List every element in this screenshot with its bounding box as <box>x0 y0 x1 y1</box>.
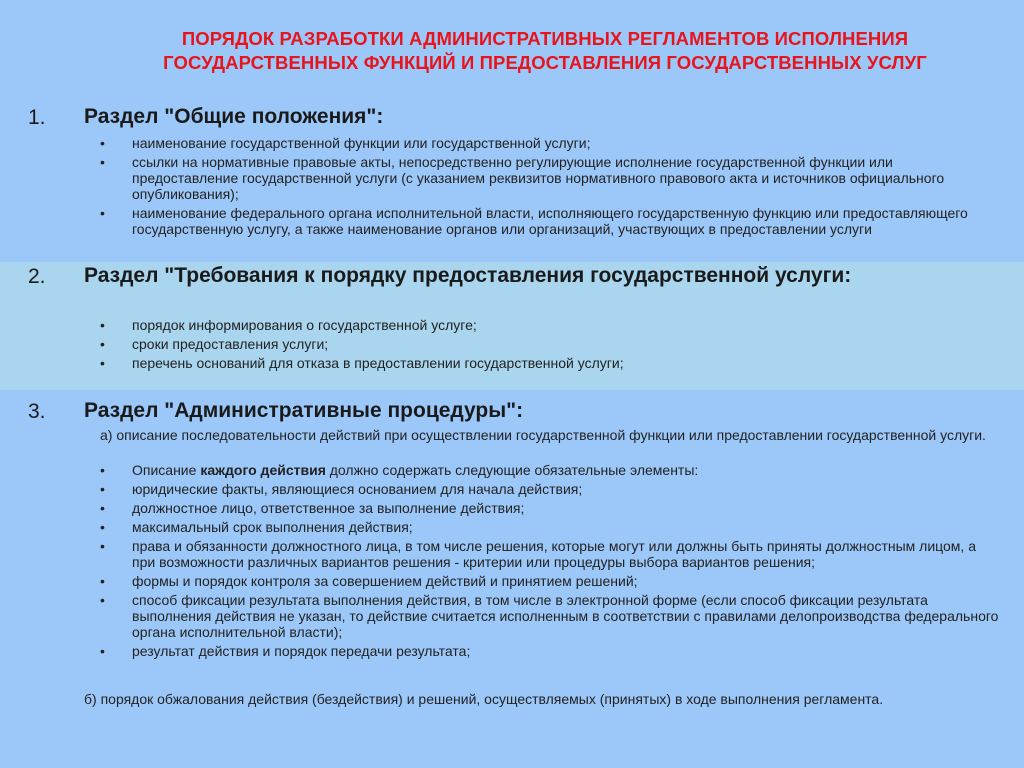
section-3-intro: а) описание последовательности действий при осуществлении государственной функции или предоставлении государственной услуги. <box>100 427 986 443</box>
bullet-icon: • <box>100 462 105 478</box>
section-3-closing: б) порядок обжалования действия (бездействия) и решений, осуществляемых (принятых) в ходе выполнения регламента. <box>84 691 884 707</box>
bullet-icon: • <box>100 154 105 170</box>
list-item: • наименование федерального органа исполнительной власти, исполняющего государственную функцию или предоставляющего государственную услугу, а также наименование органов или организаций, участвующих в предоставлении услуги <box>100 205 968 237</box>
list-item: • ссылки на нормативные правовые акты, непосредственно регулирующие исполнение государственной функции или предоставление государственной услуги (с указанием реквизитов нормативного правового акта и источников официального опубликования); <box>100 154 945 202</box>
section-2-list <box>100 317 1000 374</box>
emphasis-text: каждого действия <box>200 462 326 478</box>
list-item: • результат действия и порядок передачи результата; <box>100 643 471 659</box>
title-line-2: ГОСУДАРСТВЕННЫХ ФУНКЦИЙ И ПРЕДОСТАВЛЕНИЯ ГОСУДАРСТВЕННЫХ УСЛУГ <box>163 52 927 73</box>
section-3-list <box>100 462 1000 662</box>
list-item: • порядок информирования о государственной услуге; <box>100 317 477 333</box>
list-item: • наименование государственной функции или государственной услуги; <box>100 135 591 151</box>
list-item: • должностное лицо, ответственное за выполнение действия; <box>100 500 525 516</box>
section-1-heading: Раздел "Общие положения": <box>84 105 384 128</box>
list-item: • формы и порядок контроля за совершением действий и принятием решений; <box>100 573 638 589</box>
bullet-icon: • <box>100 500 105 516</box>
list-item: • права и обязанности должностного лица, в том числе решения, которые могут или должны быть приняты должностным лицом, а при возможности различных вариантов решения - критерии или процедуры выбора вариантов решения; <box>100 538 976 570</box>
section-1-number: 1. <box>28 106 46 129</box>
list-item-emphasis: • Описание каждого действия должно содержать следующие обязательные элементы: <box>100 462 699 478</box>
bullet-icon: • <box>100 355 105 371</box>
bullet-icon: • <box>100 317 105 333</box>
bullet-icon: • <box>100 135 105 151</box>
section-1-list <box>100 135 1000 240</box>
bullet-icon: • <box>100 573 105 589</box>
section-3-number: 3. <box>28 400 46 423</box>
section-2-number: 2. <box>28 265 46 288</box>
list-item: • сроки предоставления услуги; <box>100 336 329 352</box>
bullet-icon: • <box>100 205 105 221</box>
bullet-icon: • <box>100 538 105 554</box>
bullet-icon: • <box>100 481 105 497</box>
bullet-icon: • <box>100 519 105 535</box>
bullet-icon: • <box>100 643 105 659</box>
list-item: • перечень оснований для отказа в предоставлении государственной услуги; <box>100 355 624 371</box>
list-item: • максимальный срок выполнения действия; <box>100 519 413 535</box>
list-item: • способ фиксации результата выполнения действия, в том числе в электронной форме (если способ фиксации результата выполнения действия не указан, то действие считается исполненным в соответствии с правилами делопроизводства федерального органа исполнительной власти); <box>100 592 999 640</box>
section-3-heading: Раздел "Административные процедуры": <box>84 399 524 422</box>
page-title <box>100 27 990 75</box>
title-line-1: ПОРЯДОК РАЗРАБОТКИ АДМИНИСТРАТИВНЫХ РЕГЛАМЕНТОВ ИСПОЛНЕНИЯ <box>181 28 909 49</box>
bullet-icon: • <box>100 336 105 352</box>
bullet-icon: • <box>100 592 105 608</box>
list-item: • юридические факты, являющиеся основанием для начала действия; <box>100 481 583 497</box>
section-2-heading: Раздел "Требования к порядку предоставления государственной услуги: <box>84 264 852 287</box>
